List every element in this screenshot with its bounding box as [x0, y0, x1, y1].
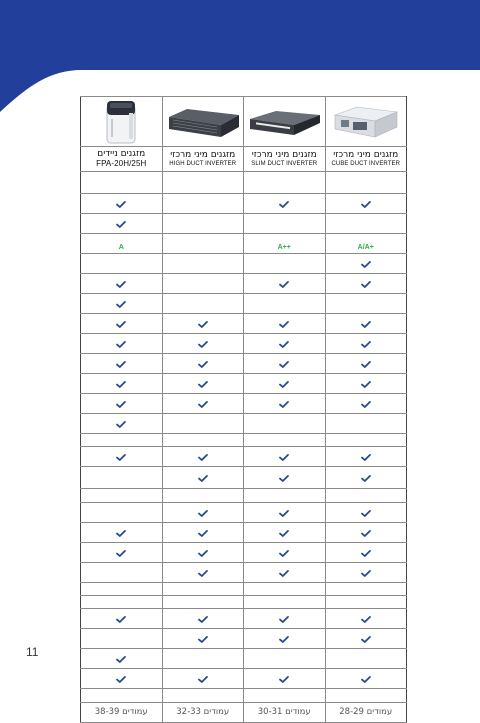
checkmark-icon [279, 281, 289, 288]
column-model-text: CUBE DUCT INVERTER [331, 160, 401, 167]
feature-cell [325, 542, 407, 562]
feature-row [81, 542, 407, 562]
checkmark-icon [279, 616, 289, 623]
feature-cell [162, 414, 244, 434]
feature-cell [244, 522, 326, 542]
feature-cell [81, 334, 163, 354]
energy-grade-label: A/A+ [357, 244, 374, 251]
column-title-text: מזגנים מיני מרכזי [251, 150, 317, 161]
feature-cell [81, 669, 163, 689]
checkmark-icon [361, 570, 371, 577]
checkmark-icon [279, 321, 289, 328]
checkmark-icon [116, 381, 126, 388]
checkmark-icon [116, 301, 126, 308]
feature-cell [325, 434, 407, 447]
feature-row [81, 214, 407, 234]
checkmark-icon [279, 510, 289, 517]
column-model-text: SLIM DUCT INVERTER [251, 160, 318, 167]
feature-cell [162, 467, 244, 489]
checkmark-icon [361, 636, 371, 643]
feature-cell [162, 669, 244, 689]
feature-cell [81, 314, 163, 334]
checkmark-icon [279, 401, 289, 408]
energy-grade-label: A [118, 244, 124, 251]
feature-cell [162, 649, 244, 669]
checkmark-icon [198, 401, 208, 408]
feature-cell [81, 489, 163, 502]
feature-cell [81, 234, 163, 254]
feature-cell [244, 489, 326, 502]
checkmark-icon [361, 510, 371, 517]
feature-cell [162, 354, 244, 374]
feature-cell [162, 609, 244, 629]
feature-cell [244, 354, 326, 374]
feature-cell [244, 502, 326, 522]
checkmark-icon [361, 676, 371, 683]
feature-cell [325, 582, 407, 595]
checkmark-icon [361, 381, 371, 388]
feature-cell [244, 629, 326, 649]
feature-cell [244, 234, 326, 254]
column-title-text: מזגנים ניידים [97, 149, 146, 160]
feature-row [81, 489, 407, 502]
feature-cell [325, 562, 407, 582]
checkmark-icon [198, 530, 208, 537]
feature-row [81, 354, 407, 374]
checkmark-icon [198, 475, 208, 482]
feature-cell [325, 172, 407, 194]
checkmark-icon [116, 616, 126, 623]
column-title-text: מזגנים מיני מרכזי [333, 150, 399, 161]
column-title-text: מזגנים מיני מרכזי [170, 150, 236, 161]
feature-cell [244, 294, 326, 314]
page-ref-cell: עמודים 38-39 [81, 702, 163, 722]
page-number: 11 [26, 645, 39, 659]
checkmark-icon [279, 341, 289, 348]
checkmark-icon [116, 530, 126, 537]
feature-cell [325, 334, 407, 354]
checkmark-icon [279, 530, 289, 537]
checkmark-icon [361, 454, 371, 461]
comparison-table [80, 96, 407, 723]
feature-cell [162, 562, 244, 582]
feature-row [81, 194, 407, 214]
feature-cell [162, 254, 244, 274]
feature-cell [244, 194, 326, 214]
feature-cell [244, 649, 326, 669]
feature-cell [244, 669, 326, 689]
feature-cell [81, 502, 163, 522]
feature-cell [162, 629, 244, 649]
checkmark-icon [279, 570, 289, 577]
page-ref-cell: עמודים 28-29 [325, 702, 407, 722]
feature-row [81, 467, 407, 489]
checkmark-icon [116, 221, 126, 228]
feature-cell [162, 314, 244, 334]
feature-row [81, 434, 407, 447]
feature-row [81, 274, 407, 294]
checkmark-icon [116, 676, 126, 683]
checkmark-icon [116, 550, 126, 557]
feature-cell [81, 447, 163, 467]
feature-cell [244, 467, 326, 489]
column-title-portable [81, 147, 163, 172]
product-image-row [81, 97, 407, 147]
feature-row [81, 609, 407, 629]
checkmark-icon [198, 510, 208, 517]
page-ref-cell: עמודים 32-33 [162, 702, 244, 722]
feature-cell [81, 562, 163, 582]
checkmark-icon [116, 361, 126, 368]
feature-cell [325, 649, 407, 669]
checkmark-icon [116, 201, 126, 208]
feature-row [81, 374, 407, 394]
feature-row [81, 234, 407, 254]
page-reference-row [81, 702, 407, 722]
feature-cell [81, 649, 163, 669]
feature-row [81, 254, 407, 274]
feature-cell [325, 194, 407, 214]
product-title-row [81, 147, 407, 172]
feature-cell [244, 447, 326, 467]
feature-cell [162, 394, 244, 414]
feature-cell [81, 274, 163, 294]
feature-row [81, 334, 407, 354]
checkmark-icon [361, 261, 371, 268]
feature-cell [325, 234, 407, 254]
checkmark-icon [198, 616, 208, 623]
feature-row [81, 294, 407, 314]
checkmark-icon [198, 454, 208, 461]
feature-cell [81, 596, 163, 609]
feature-cell [325, 254, 407, 274]
feature-cell [244, 434, 326, 447]
feature-row [81, 649, 407, 669]
feature-cell [325, 447, 407, 467]
feature-cell [244, 394, 326, 414]
feature-cell [244, 689, 326, 702]
checkmark-icon [361, 475, 371, 482]
checkmark-icon [116, 421, 126, 428]
checkmark-icon [279, 454, 289, 461]
feature-row [81, 502, 407, 522]
feature-row [81, 414, 407, 434]
feature-cell [325, 314, 407, 334]
feature-cell [325, 596, 407, 609]
feature-cell [162, 274, 244, 294]
feature-cell [244, 214, 326, 234]
checkmark-icon [279, 201, 289, 208]
feature-cell [244, 334, 326, 354]
checkmark-icon [116, 321, 126, 328]
feature-cell [81, 172, 163, 194]
feature-cell [325, 629, 407, 649]
feature-cell [162, 374, 244, 394]
feature-cell [162, 334, 244, 354]
feature-row [81, 522, 407, 542]
feature-cell [325, 502, 407, 522]
feature-cell [244, 254, 326, 274]
feature-row [81, 562, 407, 582]
high-duct-unit-image [162, 97, 244, 147]
feature-cell [162, 502, 244, 522]
column-model-text: HIGH DUCT INVERTER [169, 160, 237, 167]
feature-cell [325, 414, 407, 434]
checkmark-icon [279, 636, 289, 643]
feature-cell [162, 194, 244, 214]
checkmark-icon [279, 475, 289, 482]
checkmark-icon [116, 341, 126, 348]
feature-cell [325, 689, 407, 702]
column-title-high-duct [162, 147, 244, 172]
feature-cell [162, 447, 244, 467]
feature-cell [162, 172, 244, 194]
feature-row [81, 596, 407, 609]
checkmark-icon [198, 550, 208, 557]
feature-cell [81, 354, 163, 374]
feature-row [81, 172, 407, 194]
portable-ac-image [81, 97, 163, 147]
feature-cell [244, 374, 326, 394]
checkmark-icon [361, 530, 371, 537]
checkmark-icon [198, 361, 208, 368]
checkmark-icon [279, 361, 289, 368]
feature-cell [81, 414, 163, 434]
feature-cell [325, 522, 407, 542]
feature-cell [325, 374, 407, 394]
feature-cell [244, 609, 326, 629]
feature-cell [81, 434, 163, 447]
checkmark-icon [198, 570, 208, 577]
feature-cell [162, 294, 244, 314]
feature-cell [244, 274, 326, 294]
column-title-slim-duct [244, 147, 326, 172]
feature-cell [244, 414, 326, 434]
feature-cell [81, 542, 163, 562]
column-title-cube-duct [325, 147, 407, 172]
feature-row [81, 447, 407, 467]
feature-cell [81, 467, 163, 489]
feature-cell [81, 582, 163, 595]
checkmark-icon [361, 550, 371, 557]
feature-cell [81, 629, 163, 649]
feature-cell [325, 354, 407, 374]
page-ref-cell: עמודים 30-31 [244, 702, 326, 722]
checkmark-icon [116, 281, 126, 288]
feature-cell [244, 172, 326, 194]
feature-cell [81, 394, 163, 414]
checkmark-icon [198, 676, 208, 683]
checkmark-icon [116, 401, 126, 408]
feature-cell [325, 467, 407, 489]
feature-cell [162, 582, 244, 595]
feature-row [81, 394, 407, 414]
feature-cell [81, 374, 163, 394]
feature-cell [244, 582, 326, 595]
checkmark-icon [361, 341, 371, 348]
feature-cell [162, 234, 244, 254]
feature-cell [162, 522, 244, 542]
checkmark-icon [361, 321, 371, 328]
checkmark-icon [198, 341, 208, 348]
feature-cell [162, 489, 244, 502]
feature-cell [162, 542, 244, 562]
feature-cell [81, 254, 163, 274]
feature-cell [81, 194, 163, 214]
checkmark-icon [361, 401, 371, 408]
checkmark-icon [279, 550, 289, 557]
feature-cell [244, 562, 326, 582]
feature-cell [325, 294, 407, 314]
feature-cell [81, 689, 163, 702]
feature-cell [162, 689, 244, 702]
checkmark-icon [361, 281, 371, 288]
feature-row [81, 314, 407, 334]
feature-cell [81, 294, 163, 314]
feature-cell [325, 609, 407, 629]
column-model-text: FPA-20H/25H [96, 158, 147, 168]
checkmark-icon [279, 676, 289, 683]
cube-duct-unit-image [325, 97, 407, 147]
feature-row [81, 629, 407, 649]
checkmark-icon [116, 454, 126, 461]
feature-cell [81, 609, 163, 629]
slim-duct-unit-image [244, 97, 326, 147]
feature-row [81, 582, 407, 595]
checkmark-icon [198, 321, 208, 328]
feature-cell [325, 214, 407, 234]
checkmark-icon [116, 656, 126, 663]
checkmark-icon [361, 201, 371, 208]
checkmark-icon [361, 361, 371, 368]
feature-cell [325, 489, 407, 502]
feature-cell [162, 434, 244, 447]
checkmark-icon [198, 381, 208, 388]
feature-cell [244, 314, 326, 334]
feature-row [81, 689, 407, 702]
feature-cell [244, 542, 326, 562]
feature-cell [325, 394, 407, 414]
feature-cell [81, 522, 163, 542]
checkmark-icon [198, 636, 208, 643]
checkmark-icon [361, 616, 371, 623]
feature-cell [244, 596, 326, 609]
energy-grade-label: A++ [277, 244, 291, 251]
feature-cell [325, 274, 407, 294]
feature-cell [81, 214, 163, 234]
feature-cell [325, 669, 407, 689]
feature-cell [162, 596, 244, 609]
checkmark-icon [279, 381, 289, 388]
feature-cell [162, 214, 244, 234]
feature-row [81, 669, 407, 689]
